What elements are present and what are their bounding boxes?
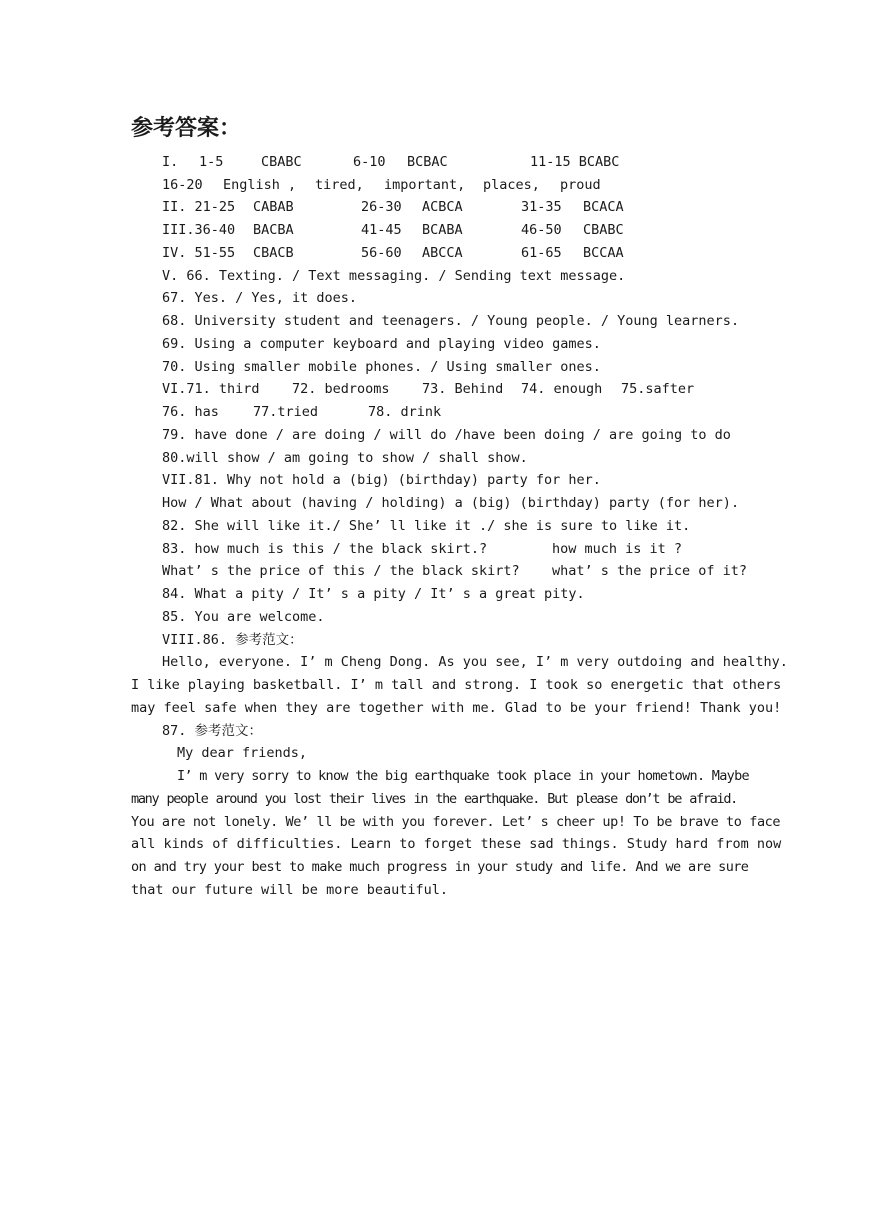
answer-81: VII.81. Why not hold a (big) (birthday) party for her. (162, 472, 601, 488)
answer-group-6-10: 6-10 (353, 154, 386, 170)
answer-81-alt: How / What about (having / holding) a (big) (birthday) party (for her). (162, 495, 740, 511)
answer-79: 79. have done / are doing / will do /have been doing / are going to do (162, 427, 731, 443)
answer-83-alt-3: what’ s the price of it? (552, 563, 748, 579)
essay-87-heading: 87. 参考范文： (162, 723, 263, 739)
answer-31-35: BCACA (583, 199, 624, 215)
answer-72: 72. bedrooms (292, 381, 390, 397)
answer-70: 70. Using smaller mobile phones. / Using smaller ones. (162, 359, 601, 375)
section-4-label: IV. 51-55 (162, 245, 236, 261)
answer-26-30: ACBCA (422, 199, 463, 215)
answer-21-25: CABAB (253, 199, 294, 215)
answer-83-alt: how much is it ? (552, 541, 683, 557)
answer-51-55: CBACB (253, 245, 294, 261)
essay-87-greeting: My dear friends, (177, 745, 308, 761)
answer-83: 83. how much is this / the black skirt.? (162, 541, 488, 557)
answer-67: 67. Yes. / Yes, it does. (162, 290, 358, 306)
answer-75: 75.safter (621, 381, 695, 397)
answer-66: V. 66. Texting. / Text messaging. / Sending text message. (162, 268, 626, 284)
essay-86-heading: VIII.86. 参考范文： (162, 632, 303, 648)
essay-86-line-3: may feel safe when they are together with me. Glad to be your friend! Thank you! (131, 700, 782, 716)
section-3-label: III.36-40 (162, 222, 236, 238)
answer-68: 68. University student and teenagers. / Young people. / Young learners. (162, 313, 740, 329)
answer-82: 82. She will like it./ She’ ll like it ./ she is sure to like it. (162, 518, 691, 534)
answer-group-56-60: 56-60 (361, 245, 402, 261)
essay-87-line-1: I’ m very sorry to know the big earthquake took place in your hometown. Maybe (177, 768, 749, 784)
essay-86-line-1: Hello, everyone. I’ m Cheng Dong. As you see, I’ m very outdoing and healthy. (162, 654, 788, 670)
answer-group-1-5: 1-5 (199, 154, 224, 170)
answer-group-16-20: 16-20 (162, 177, 203, 193)
answer-69: 69. Using a computer keyboard and playing video games. (162, 336, 601, 352)
essay-87-line-4: all kinds of difficulties. Learn to forget these sad things. Study hard from now (131, 836, 782, 852)
answer-83-alt-2: What’ s the price of this / the black skirt? (162, 563, 520, 579)
answer-71: VI.71. third (162, 381, 260, 397)
answer-73: 73. Behind (422, 381, 504, 397)
answer-76: 76. has (162, 404, 219, 420)
answer-80: 80.will show / am going to show / shall show. (162, 450, 528, 466)
answer-6-10: BCBAC (407, 154, 448, 170)
answer-11-15: 11-15 BCABC (530, 154, 620, 170)
answer-41-45: BCABA (422, 222, 463, 238)
answer-56-60: ABCCA (422, 245, 463, 261)
essay-87-line-3: You are not lonely. We’ ll be with you forever. Let’ s cheer up! To be brave to face (131, 814, 781, 830)
answer-61-65: BCCAA (583, 245, 624, 261)
answer-group-31-35: 31-35 (521, 199, 562, 215)
essay-87-line-6: that our future will be more beautiful. (131, 882, 448, 898)
word-proud: proud (560, 177, 601, 193)
section-2-label: II. 21-25 (162, 199, 236, 215)
answer-group-26-30: 26-30 (361, 199, 402, 215)
answer-group-46-50: 46-50 (521, 222, 562, 238)
section-1-label: I. (162, 154, 179, 170)
answer-84: 84. What a pity / It’ s a pity / It’ s a great pity. (162, 586, 585, 602)
page-title: 参考答案： (131, 115, 242, 141)
answer-group-41-45: 41-45 (361, 222, 402, 238)
answer-77: 77.tried (253, 404, 319, 420)
answer-36-40: BACBA (253, 222, 294, 238)
word-tired: tired, (315, 177, 364, 193)
answer-85: 85. You are welcome. (162, 609, 325, 625)
answer-1-5: CBABC (261, 154, 302, 170)
word-english: English , (223, 177, 297, 193)
word-places: places, (483, 177, 540, 193)
word-important: important, (384, 177, 466, 193)
answer-78: 78. drink (368, 404, 442, 420)
answer-74: 74. enough (521, 381, 603, 397)
answer-46-50: CBABC (583, 222, 624, 238)
essay-87-line-5: on and try your best to make much progress in your study and life. And we are sure (131, 859, 749, 875)
essay-86-line-2: I like playing basketball. I’ m tall and strong. I took so energetic that others (131, 677, 782, 693)
essay-87-line-2: many people around you lost their lives in the earthquake. But please don’t be afraid. (131, 791, 737, 807)
answer-group-61-65: 61-65 (521, 245, 562, 261)
